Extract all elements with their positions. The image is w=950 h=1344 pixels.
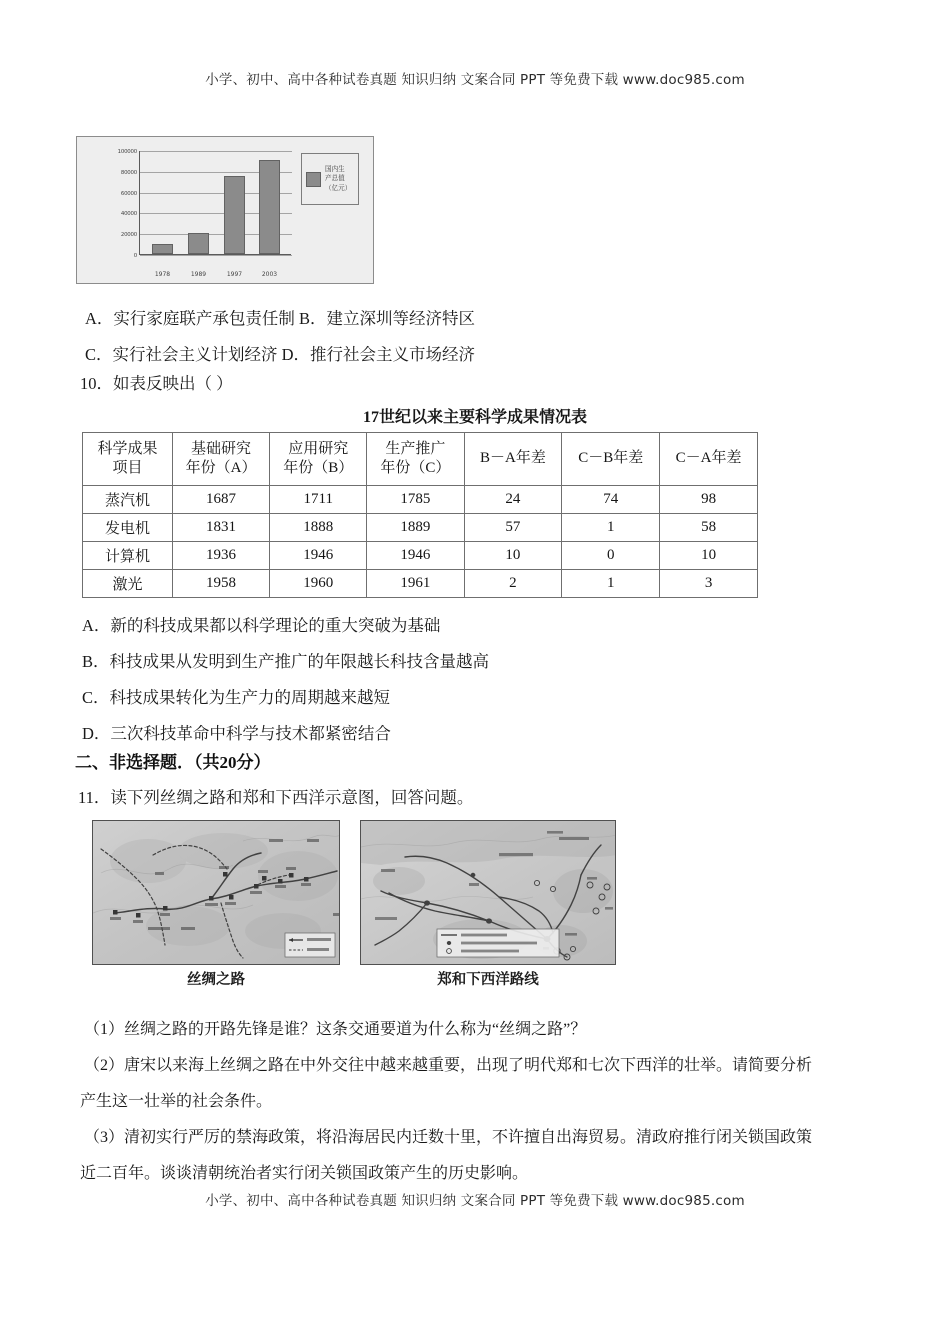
table-header-cell bbox=[367, 433, 464, 486]
table-cell-ba: 57 bbox=[464, 514, 562, 542]
map-caption-silk-road: 丝绸之路 bbox=[187, 972, 245, 988]
table-cell-basic: 1958 bbox=[172, 570, 269, 598]
table-row bbox=[83, 542, 758, 570]
question10-option-d: D．三次科技革命中科学与技术都紧密结合 bbox=[82, 724, 391, 743]
legend-label-line1: 国内生 bbox=[325, 164, 345, 173]
table-cell-applied: 1960 bbox=[270, 570, 367, 598]
table-header-cell bbox=[660, 433, 758, 486]
table-cell-ca: 58 bbox=[660, 514, 758, 542]
table-cell-basic: 1831 bbox=[172, 514, 269, 542]
bar-2003 bbox=[259, 160, 280, 254]
question11-sub3-line1: （3）清初实行严厉的禁海政策，将沿海居民内迁数十里，不许擅自出海贸易。清政府推行闭关锁国政策 bbox=[84, 1129, 813, 1146]
table-cell-cb: 1 bbox=[562, 514, 660, 542]
table-cell-applied: 1946 bbox=[270, 542, 367, 570]
legend-label-line3: （亿元） bbox=[325, 183, 352, 192]
table-row bbox=[83, 570, 758, 598]
xtick-label: 1997 bbox=[226, 271, 243, 278]
table-cell-item: 激光 bbox=[83, 570, 173, 598]
table-cell-applied: 1888 bbox=[270, 514, 367, 542]
table-cell-cb: 1 bbox=[562, 570, 660, 598]
xtick-label: 1989 bbox=[190, 271, 207, 278]
watermark-footer: 小学、初中、高中各种试卷真题 知识归纳 文案合同 PPT 等免费下载 www.doc985.com bbox=[205, 1193, 745, 1209]
question11-stem: 11．读下列丝绸之路和郑和下西洋示意图，回答问题。 bbox=[78, 788, 474, 807]
header-line1: 应用研究 bbox=[288, 440, 349, 457]
ytick-label: 60000 bbox=[120, 190, 137, 197]
table-header-cell bbox=[83, 433, 173, 486]
table-title: 17世纪以来主要科学成果情况表 bbox=[362, 409, 587, 426]
table-header-cell bbox=[562, 433, 660, 486]
question11-map-figures bbox=[92, 820, 616, 965]
question10-stem: 10．如表反映出（ ） bbox=[80, 374, 233, 393]
table-cell-ca: 3 bbox=[660, 570, 758, 598]
table-cell-item: 蒸汽机 bbox=[83, 486, 173, 514]
silk-road-map-svg bbox=[93, 821, 340, 965]
watermark-header: 小学、初中、高中各种试卷真题 知识归纳 文案合同 PPT 等免费下载 www.doc985.com bbox=[205, 72, 745, 88]
table-body bbox=[83, 486, 758, 598]
table-cell-basic: 1936 bbox=[172, 542, 269, 570]
header-line1: 基础研究 bbox=[191, 440, 252, 457]
question9-options-line1: A．实行家庭联产承包责任制 B．建立深圳等经济特区 bbox=[85, 309, 476, 328]
chart-legend bbox=[301, 153, 359, 205]
ytick-label: 0 bbox=[133, 253, 137, 259]
question10-option-a: A．新的科技成果都以科学理论的重大突破为基础 bbox=[82, 616, 441, 635]
chart-canvas bbox=[77, 137, 374, 284]
header-line1: C－A年差 bbox=[675, 450, 742, 467]
header-line2: 年份（C） bbox=[380, 460, 451, 476]
table-cell-item: 计算机 bbox=[83, 542, 173, 570]
table-cell-cb: 74 bbox=[562, 486, 660, 514]
zhenghe-voyages-map-image bbox=[360, 820, 616, 965]
ytick-label: 80000 bbox=[120, 169, 137, 176]
bar-1997 bbox=[224, 176, 245, 254]
header-line1: C－B年差 bbox=[578, 450, 644, 467]
legend-label bbox=[325, 165, 351, 194]
header-line1: B－A年差 bbox=[480, 450, 546, 467]
gridline-0 bbox=[133, 253, 292, 259]
table-cell-production: 1785 bbox=[367, 486, 464, 514]
question11-sub2-line2: 产生这一壮举的社会条件。 bbox=[80, 1093, 273, 1110]
question10-option-b: B．科技成果从发明到生产推广的年限越长科技含量越高 bbox=[82, 652, 490, 671]
table-header-cell bbox=[464, 433, 562, 486]
table-cell-production: 1889 bbox=[367, 514, 464, 542]
bar-1989 bbox=[188, 233, 209, 254]
question11-sub2-line1: （2）唐宋以来海上丝绸之路在中外交往中越来越重要，出现了明代郑和七次下西洋的壮举。请简要分析 bbox=[84, 1057, 813, 1074]
legend-swatch-icon bbox=[306, 172, 321, 187]
question11-sub1: （1）丝绸之路的开路先锋是谁？这条交通要道为什么称为“丝绸之路”？ bbox=[84, 1021, 587, 1038]
section-heading-part2: 二、非选择题．（共20分） bbox=[75, 753, 271, 772]
xtick-label: 1978 bbox=[154, 271, 171, 278]
question11-sub3-line2: 近二百年。谈谈清朝统治者实行闭关锁国政策产生的历史影响。 bbox=[80, 1165, 529, 1182]
header-line1: 科学成果 bbox=[97, 440, 158, 457]
gdp-bar-chart-figure bbox=[76, 136, 374, 284]
table-cell-item: 发电机 bbox=[83, 514, 173, 542]
table-cell-production: 1946 bbox=[367, 542, 464, 570]
bar-1978 bbox=[152, 244, 173, 254]
gridline-100000 bbox=[117, 149, 292, 155]
chart-plot-area bbox=[117, 149, 291, 278]
table-cell-applied: 1711 bbox=[270, 486, 367, 514]
table-cell-ca: 10 bbox=[660, 542, 758, 570]
table-header-row-group bbox=[83, 433, 758, 486]
zhenghe-map-svg bbox=[361, 821, 616, 965]
header-line2: 年份（B） bbox=[283, 460, 354, 476]
header-line2: 年份（A） bbox=[185, 460, 257, 476]
legend-label-line2: 产总值 bbox=[325, 174, 345, 183]
ytick-label: 20000 bbox=[120, 232, 137, 239]
header-line2: 项目 bbox=[112, 460, 143, 476]
map-caption-zhenghe: 郑和下西洋路线 bbox=[437, 972, 539, 988]
science-results-table bbox=[82, 432, 758, 598]
table-row bbox=[83, 486, 758, 514]
ytick-label: 100000 bbox=[117, 149, 137, 155]
question9-options-line2: C．实行社会主义计划经济 D．推行社会主义市场经济 bbox=[85, 345, 476, 364]
table-cell-ba: 10 bbox=[464, 542, 562, 570]
table-header-cell bbox=[270, 433, 367, 486]
xtick-label: 2003 bbox=[261, 271, 278, 278]
table-cell-cb: 0 bbox=[562, 542, 660, 570]
table-cell-ba: 24 bbox=[464, 486, 562, 514]
table-cell-ca: 98 bbox=[660, 486, 758, 514]
table-cell-ba: 2 bbox=[464, 570, 562, 598]
table-row bbox=[83, 514, 758, 542]
ytick-label: 40000 bbox=[120, 211, 137, 218]
table-cell-production: 1961 bbox=[367, 570, 464, 598]
table-cell-basic: 1687 bbox=[172, 486, 269, 514]
table-header-cell bbox=[172, 433, 269, 486]
silk-road-map-image bbox=[92, 820, 340, 965]
table-header-row bbox=[83, 433, 758, 486]
header-line1: 生产推广 bbox=[385, 440, 446, 457]
question10-option-c: C．科技成果转化为生产力的周期越来越短 bbox=[82, 688, 391, 707]
